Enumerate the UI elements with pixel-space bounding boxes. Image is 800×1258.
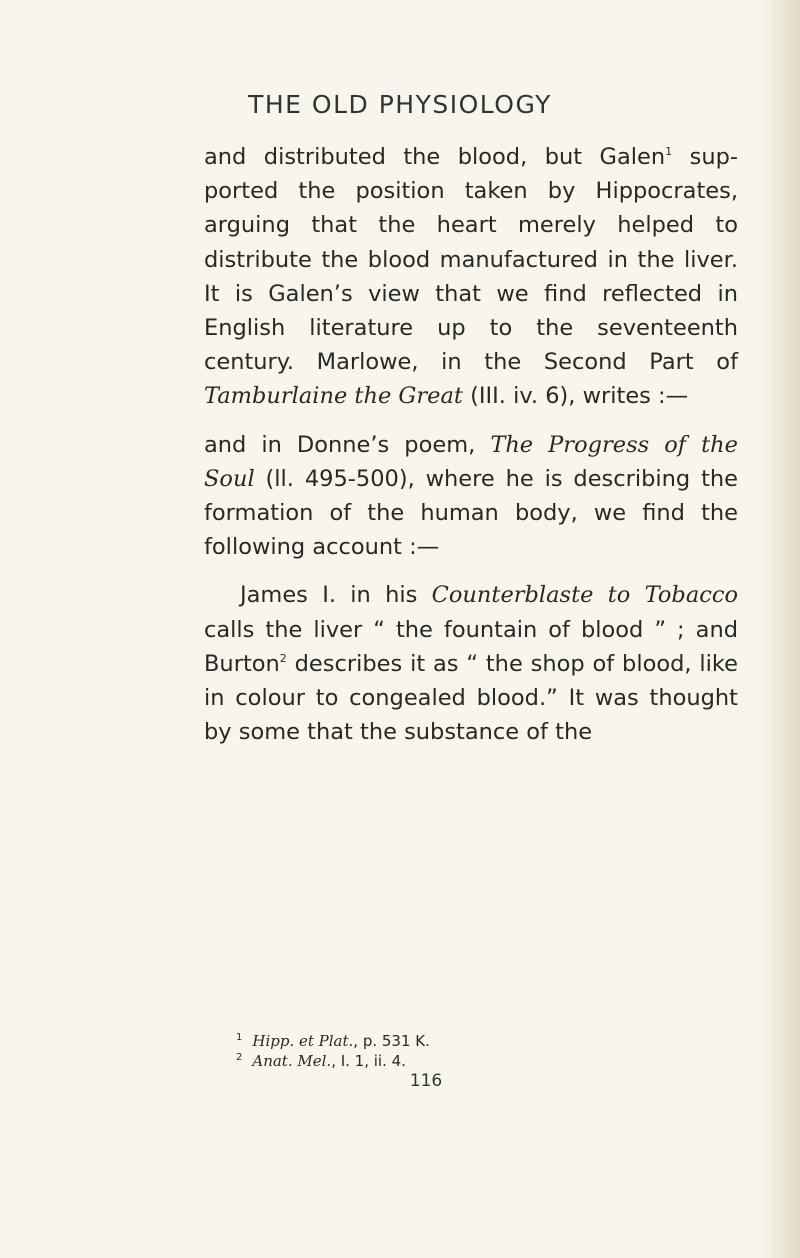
paragraph-2 xyxy=(204,428,738,565)
footnote-ref: , I. 1, ii. 4. xyxy=(331,1052,406,1070)
footnote-ref-1: 1 xyxy=(665,145,673,158)
main-text xyxy=(204,140,738,749)
page-edge-shading xyxy=(762,0,800,1258)
page-number: 116 xyxy=(409,1071,443,1091)
footnote-1 xyxy=(204,1031,738,1051)
footnote-title: Anat. Mel. xyxy=(252,1052,332,1070)
paragraph-1-part-b: supported the position taken by Hippocrates, arguing that the heart merely helped to distribute the blood manufactured in the liver. It is Galen’s view that we find reflected in English literature up to the seventeenth century. Marlowe, in the Second Part of xyxy=(204,144,739,376)
footnote-2 xyxy=(204,1051,738,1071)
work-title-progress-of-soul: The Progress of the Soul xyxy=(204,431,738,492)
footnote-mark: 1 xyxy=(236,1032,243,1043)
paragraph-3-part-c: describes it as “ the shop of blood, like in colour to congealed blood.” It was thought by some that the substance of the xyxy=(204,650,738,746)
paragraph-2-part-a: and in Donne’s poem, xyxy=(204,431,491,458)
footnote-ref: , p. 531 K. xyxy=(353,1032,430,1050)
paragraph-2-part-b: (ll. 495-500), where he is describing the formation of the human body, we find the following account :— xyxy=(204,465,738,561)
paragraph-3-part-b: calls the liver “ the fountain of blood ” ; and Burton xyxy=(204,616,738,677)
work-title-tamburlaine: Tamburlaine the Great xyxy=(204,383,463,410)
paragraph-1 xyxy=(204,140,738,414)
footnote-ref-2: 2 xyxy=(279,651,287,665)
work-title-counterblaste: Counterblaste to Tobacco xyxy=(431,582,738,609)
footnote-title: Hipp. et Plat. xyxy=(252,1032,354,1050)
paragraph-1-part-a: and distributed the blood, but Galen xyxy=(204,144,666,170)
footnote-mark: 2 xyxy=(236,1052,243,1063)
paragraph-3-part-a: James I. in his xyxy=(240,582,432,609)
running-head: THE OLD PHYSIOLOGY xyxy=(248,90,552,119)
paragraph-1-part-c: (III. iv. 6), writes :— xyxy=(462,383,689,410)
footnotes xyxy=(204,1031,738,1071)
paragraph-3 xyxy=(204,578,738,749)
